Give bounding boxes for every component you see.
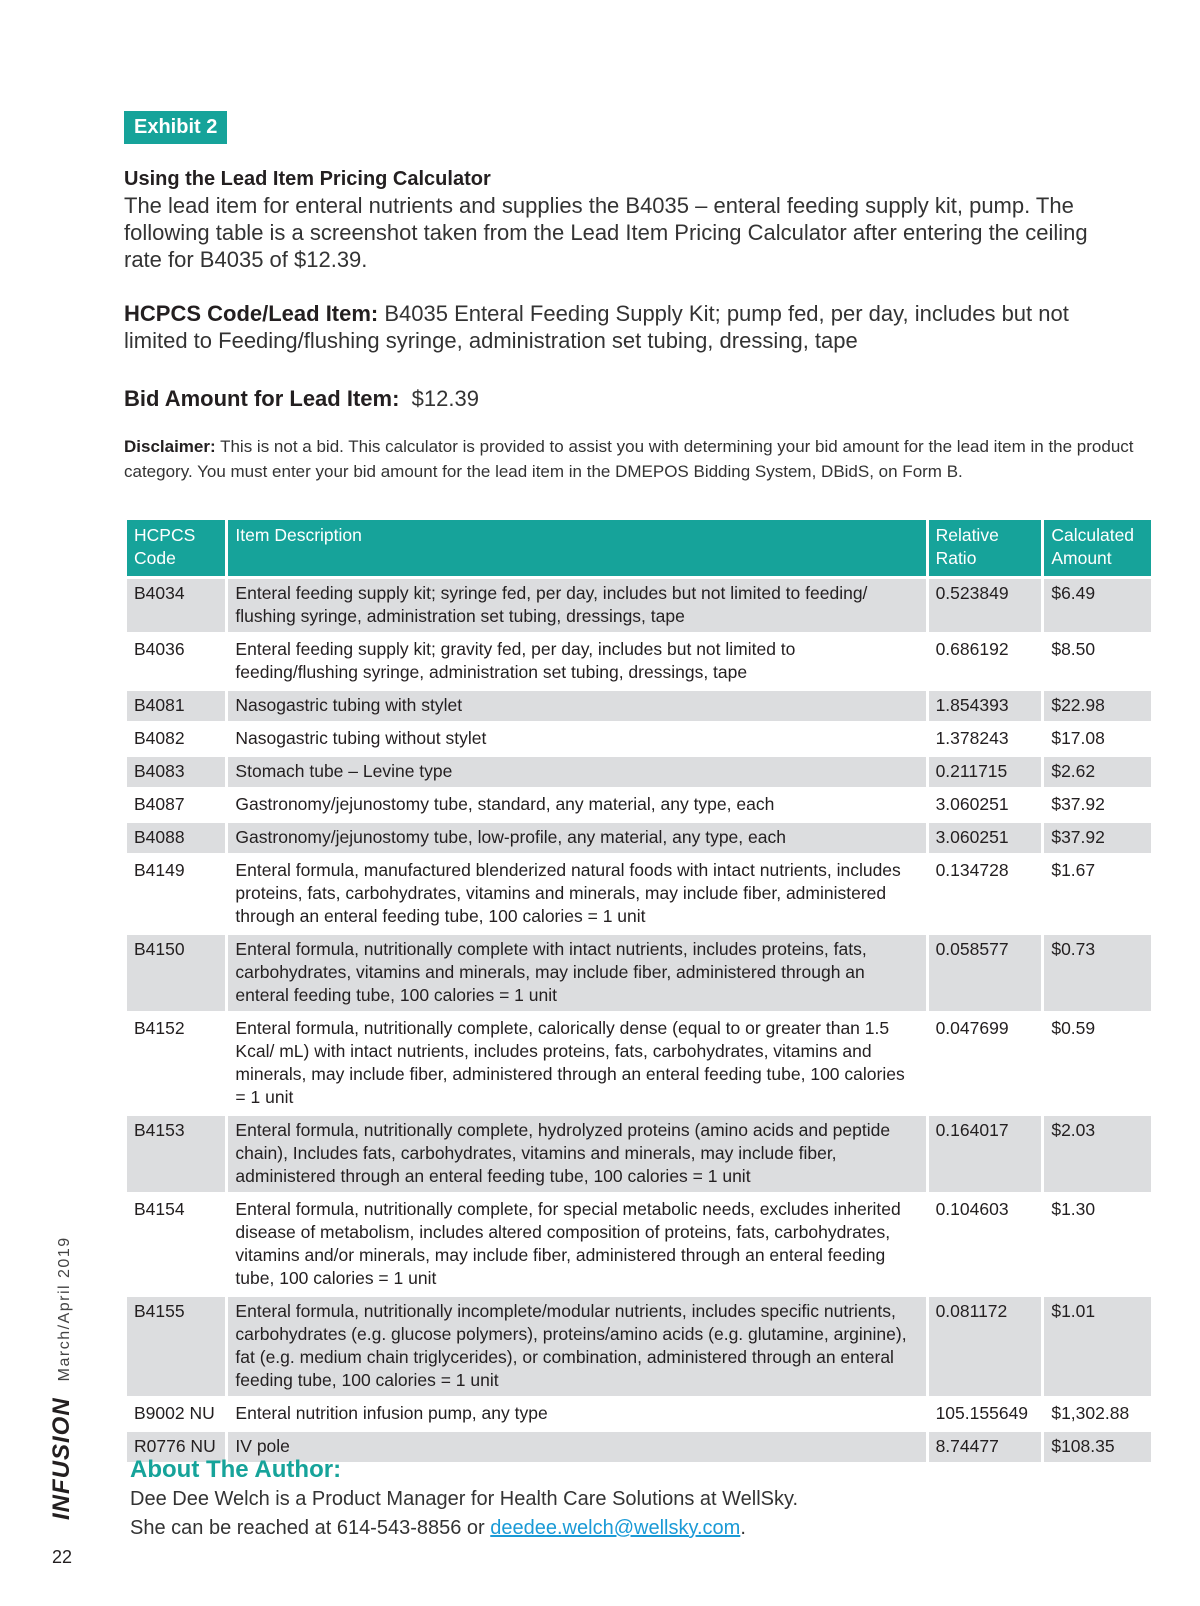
author-heading: About The Author: xyxy=(130,1456,342,1483)
table-row xyxy=(127,691,1151,721)
relative-ratio: 0.081172 xyxy=(929,1297,1042,1396)
hcpcs-code: B4088 xyxy=(127,823,225,853)
item-description: Enteral formula, manufactured blenderized natural foods with intact nutrients, includes proteins, fats, carbohydrates, vitamins and minerals, may include fiber, administered through an enteral feeding tube, 100 calories = 1 unit xyxy=(235,860,901,926)
item-description: Gastronomy/jejunostomy tube, low-profile, any material, any type, each xyxy=(228,823,925,853)
table-row xyxy=(127,724,1151,754)
calculated-amount: $37.92 xyxy=(1044,823,1151,853)
hcpcs-code: B4036 xyxy=(134,639,185,659)
hcpcs-code: B4081 xyxy=(127,691,225,721)
calculated-amount: $108.35 xyxy=(1044,1432,1151,1462)
calculated-amount: $2.03 xyxy=(1044,1116,1151,1192)
sidebar-masthead xyxy=(48,1236,76,1520)
bid-amount-label: Bid Amount for Lead Item: xyxy=(124,386,400,411)
hcpcs-lead-value: B4035 Enteral Feeding Supply Kit; pump fed, per day, includes but not limited to Feeding/flushing syringe, administration set tubing, dressing, tape xyxy=(124,301,1069,353)
issue-date: March/April 2019 xyxy=(56,1236,73,1382)
intro-section xyxy=(124,166,1124,273)
table-row xyxy=(127,790,1151,820)
header-calculated-amount: Calculated Amount xyxy=(1044,520,1151,576)
author-contact-prefix: She can be reached at 614-543-8856 or xyxy=(130,1517,491,1539)
table-row xyxy=(127,1195,1151,1294)
relative-ratio: 8.74477 xyxy=(929,1432,1042,1462)
relative-ratio: 0.134728 xyxy=(935,860,1009,880)
table-header-row xyxy=(127,520,1151,576)
relative-ratio: 0.104603 xyxy=(935,1199,1009,1219)
header-hcpcs-code: HCPCS Code xyxy=(127,520,225,576)
item-description: Stomach tube – Levine type xyxy=(228,757,925,787)
hcpcs-code: B4082 xyxy=(134,728,185,748)
calculated-amount: $1.30 xyxy=(1051,1199,1096,1219)
disclaimer-text: This is not a bid. This calculator is provided to assist you with determining your bid amount for the lead item in the product category. You must enter your bid amount for the lead item in the DMEPOS Bidding System, DBidS, on Form B. xyxy=(124,437,1134,481)
relative-ratio: 0.211715 xyxy=(929,757,1042,787)
disclaimer-label: Disclaimer: xyxy=(124,437,216,456)
table-row xyxy=(127,935,1151,1011)
calculated-amount: $17.08 xyxy=(1051,728,1105,748)
intro-heading: Using the Lead Item Pricing Calculator xyxy=(124,168,491,190)
relative-ratio: 1.378243 xyxy=(935,728,1009,748)
item-description: Enteral formula, nutritionally incomplete/modular nutrients, includes specific nutrients, carbohydrates (e.g. glucose polymers), proteins/amino acids (e.g. glutamine, arginine), fat (e.g. medium chain triglycerides), or combination, administered through an enteral feeding tube, 100 calories = 1 unit xyxy=(228,1297,925,1396)
calculated-amount: $1.01 xyxy=(1044,1297,1151,1396)
hcpcs-code: B4149 xyxy=(134,860,185,880)
hcpcs-code: B4087 xyxy=(134,794,185,814)
calculated-amount: $1,302.88 xyxy=(1051,1403,1130,1423)
hcpcs-lead-item xyxy=(124,300,1124,354)
table-row xyxy=(127,856,1151,932)
author-contact xyxy=(130,1514,798,1543)
relative-ratio: 0.058577 xyxy=(929,935,1042,1011)
relative-ratio: 0.047699 xyxy=(935,1018,1009,1038)
table-row xyxy=(127,1014,1151,1113)
calculated-amount: $0.59 xyxy=(1051,1018,1096,1038)
hcpcs-code: B4154 xyxy=(134,1199,185,1219)
relative-ratio: 0.686192 xyxy=(935,639,1009,659)
author-bio: Dee Dee Welch is a Product Manager for Health Care Solutions at WellSky. xyxy=(130,1488,799,1510)
hcpcs-lead-label: HCPCS Code/Lead Item: xyxy=(124,301,379,326)
relative-ratio: 3.060251 xyxy=(929,823,1042,853)
author-contact-suffix: . xyxy=(740,1517,746,1539)
item-description: Enteral formula, nutritionally complete, calorically dense (equal to or greater than 1.5 Kcal/ mL) with intact nutrients, includes proteins, fats, carbohydrates, vitamins and minerals, may include fiber, administered through an enteral feeding tube, 100 calories = 1 unit xyxy=(235,1018,905,1107)
item-description: IV pole xyxy=(228,1432,925,1462)
hcpcs-code: B4034 xyxy=(127,579,225,632)
calculated-amount: $1.67 xyxy=(1051,860,1096,880)
table-row xyxy=(127,635,1151,688)
bid-amount-value: $12.39 xyxy=(411,386,479,411)
item-description: Enteral formula, nutritionally complete with intact nutrients, includes proteins, fats, carbohydrates, vitamins and minerals, may include fiber, administered through an enteral feeding tube, 100 calories = 1 unit xyxy=(228,935,925,1011)
hcpcs-code: R0776 NU xyxy=(127,1432,225,1462)
relative-ratio: 105.155649 xyxy=(935,1403,1029,1423)
item-description: Enteral formula, nutritionally complete, hydrolyzed proteins (amino acids and peptide chain), Includes fats, carbohydrates, vitamins and minerals, may include fiber, administered through an enteral feeding tube, 100 calories = 1 unit xyxy=(228,1116,925,1192)
relative-ratio: 1.854393 xyxy=(929,691,1042,721)
intro-body: The lead item for enteral nutrients and supplies the B4035 – enteral feeding supply kit, pump. The following table is a screenshot taken from the Lead Item Pricing Calculator after entering the ceiling rate for B4035 of $12.39. xyxy=(124,193,1088,272)
hcpcs-code: B4153 xyxy=(127,1116,225,1192)
hcpcs-code: B4155 xyxy=(127,1297,225,1396)
item-description: Enteral nutrition infusion pump, any type xyxy=(235,1403,548,1423)
table-row xyxy=(127,757,1151,787)
calculated-amount: $8.50 xyxy=(1051,639,1096,659)
item-description: Enteral feeding supply kit; syringe fed, per day, includes but not limited to feeding/ flushing syringe, administration set tubing, dressings, tape xyxy=(228,579,925,632)
pricing-table xyxy=(124,517,1154,1465)
author-email-link[interactable]: deedee.welch@wellsky.com xyxy=(490,1517,741,1539)
hcpcs-code: B4150 xyxy=(127,935,225,1011)
calculated-amount: $0.73 xyxy=(1044,935,1151,1011)
item-description: Nasogastric tubing with stylet xyxy=(228,691,925,721)
about-author xyxy=(130,1455,798,1543)
hcpcs-code: B4152 xyxy=(134,1018,185,1038)
relative-ratio: 0.523849 xyxy=(929,579,1042,632)
calculated-amount: $37.92 xyxy=(1051,794,1105,814)
header-relative-ratio: Relative Ratio xyxy=(929,520,1042,576)
bid-amount xyxy=(124,385,479,412)
item-description: Gastronomy/jejunostomy tube, standard, any material, any type, each xyxy=(235,794,775,814)
table-row xyxy=(127,579,1151,632)
relative-ratio: 3.060251 xyxy=(935,794,1009,814)
exhibit-badge: Exhibit 2 xyxy=(124,111,227,144)
disclaimer xyxy=(124,434,1134,484)
hcpcs-code: B4083 xyxy=(127,757,225,787)
item-description: Enteral feeding supply kit; gravity fed, per day, includes but not limited to feeding/flushing syringe, administration set tubing, dressings, tape xyxy=(235,639,796,682)
calculated-amount: $6.49 xyxy=(1044,579,1151,632)
hcpcs-code: B9002 NU xyxy=(134,1403,215,1423)
item-description: Enteral formula, nutritionally complete, for special metabolic needs, excludes inherited disease of metabolism, includes altered composition of proteins, fats, carbohydrates, vitamins and/or minerals, may include fiber, administered through an enteral feeding tube, 100 calories = 1 unit xyxy=(235,1199,901,1288)
brand-logo: INFUSION xyxy=(48,1397,75,1520)
table-row xyxy=(127,1116,1151,1192)
relative-ratio: 0.164017 xyxy=(929,1116,1042,1192)
table-row xyxy=(127,823,1151,853)
table-row xyxy=(127,1297,1151,1396)
calculated-amount: $22.98 xyxy=(1044,691,1151,721)
item-description: Nasogastric tubing without stylet xyxy=(235,728,487,748)
table-row xyxy=(127,1399,1151,1429)
page-number: 22 xyxy=(52,1547,73,1567)
calculated-amount: $2.62 xyxy=(1044,757,1151,787)
header-item-description: Item Description xyxy=(228,520,925,576)
